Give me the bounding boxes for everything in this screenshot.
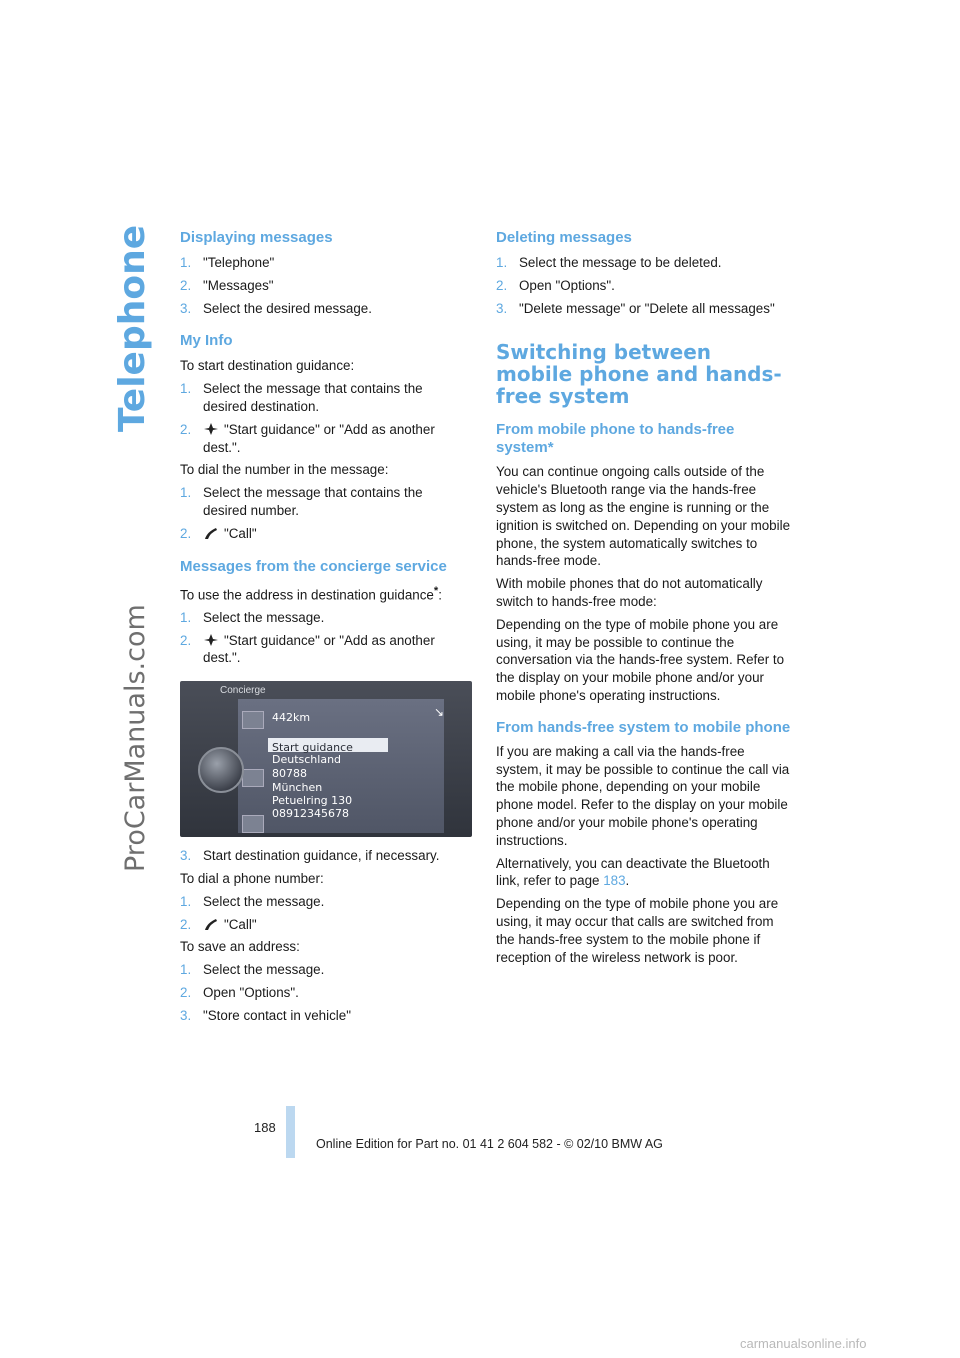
footer-bar xyxy=(286,1106,295,1158)
list-item: 2. "Call" xyxy=(180,916,257,932)
subheading-to-handsfree: From mobile phone to hands-free system* xyxy=(496,421,735,457)
main-heading-switching: Switching between mobile phone and hands-free system xyxy=(496,340,782,409)
myinfo-intro: To start destination guidance: xyxy=(180,358,355,374)
list-item: 3. Start destination guidance, if necessary. xyxy=(180,848,440,864)
dial-intro: To dial a phone number: xyxy=(180,871,324,887)
save-steps xyxy=(180,961,470,1024)
list-item: 1. Select the message. xyxy=(180,893,325,909)
edition-text: Online Edition for Part no. 01 41 2 604 582 - © 02/10 BMW AG xyxy=(316,1137,663,1151)
save-intro: To save an address: xyxy=(180,939,300,955)
paragraph-page-ref: Alternatively, you can deactivate the Bluetooth link, refer to page 183. xyxy=(496,855,770,889)
screen-header: Concierge xyxy=(220,685,266,697)
paragraph: If you are making a call via the hands-free system, it may be possible to continue the call via the mobile phone, depending on your mobile phone model. Refer to the display on your mobile phone and/or your mobile phone's operating instructions. xyxy=(496,743,790,848)
list-item: 1. Select the message that contains the desired destination. xyxy=(180,381,423,414)
section-heading-concierge: Messages from the concierge service xyxy=(180,557,447,575)
myinfo-dial-intro: To dial the number in the message: xyxy=(180,462,389,478)
deleting-steps xyxy=(496,254,792,317)
screen-row: Deutschland xyxy=(272,753,342,767)
list-item: 1. "Telephone" xyxy=(180,255,275,270)
list-item: 3. "Store contact in vehicle" xyxy=(180,1007,351,1023)
site-watermark: carmanualsonline.info xyxy=(740,1336,867,1351)
screen-row: München xyxy=(272,781,323,795)
navigation-icon xyxy=(203,633,219,647)
screen-tab xyxy=(242,769,264,787)
section-heading-myinfo: My Info xyxy=(180,332,233,350)
myinfo-steps xyxy=(180,380,470,456)
myinfo-dial-steps xyxy=(180,484,470,542)
screen-row: 08912345678 xyxy=(272,807,349,821)
concierge-steps xyxy=(180,609,470,667)
list-item: 1. Select the message. xyxy=(180,962,325,978)
list-item: 2. Open "Options". xyxy=(496,277,615,293)
screen-distance: 442km xyxy=(272,711,311,725)
concierge-step3 xyxy=(180,847,470,865)
list-item: 1. Select the message that contains the desired number. xyxy=(180,485,423,518)
dial-steps xyxy=(180,893,470,934)
list-item: 1. Select the message to be deleted. xyxy=(496,255,722,270)
list-item: 2. "Call" xyxy=(180,525,257,541)
paragraph: You can continue ongoing calls outside of the vehicle's Bluetooth range via the hands-free system as long as the engine is running or the ignition is switched on. Depending on your mobile phone, the system automatically switches to hands-free mode. xyxy=(496,464,791,569)
page-number: 188 xyxy=(254,1120,276,1135)
displaying-steps xyxy=(180,254,470,317)
paragraph: Depending on the type of mobile phone you are using, it may be possible to continue the conversation via the hands-free system. Refer to the display on your mobile phone and/or your mobile phone's operating instructions. xyxy=(496,616,785,703)
list-item: 2. "Messages" xyxy=(180,277,274,293)
list-item: 3. "Delete message" or "Delete all messages" xyxy=(496,300,775,316)
concierge-intro: To use the address in destination guidance*: xyxy=(180,584,442,603)
screen-selected-row: Start guidance xyxy=(268,738,388,752)
watermark-text: ProCarManuals.com xyxy=(120,604,151,872)
idrive-screenshot xyxy=(180,681,472,837)
navigation-icon xyxy=(203,422,219,436)
chapter-title-text: Telephone xyxy=(112,224,153,432)
phone-handset-icon xyxy=(203,917,219,931)
screen-tab xyxy=(242,815,264,833)
list-item: 3. Select the desired message. xyxy=(180,300,372,316)
arrow-icon: ↘ xyxy=(434,705,445,720)
paragraph: With mobile phones that do not automatically switch to hands-free mode: xyxy=(496,576,763,609)
list-item: 2. "Start guidance" or "Add as another dest.". xyxy=(180,632,435,666)
list-item: 2. "Start guidance" or "Add as another dest.". xyxy=(180,421,435,455)
right-column xyxy=(496,228,792,971)
screen-row: 80788 xyxy=(272,767,307,781)
screen-row: Petuelring 130 xyxy=(272,794,353,808)
phone-handset-icon xyxy=(203,526,219,540)
list-item: 1. Select the message. xyxy=(180,609,325,625)
subheading-to-mobile: From hands-free system to mobile phone xyxy=(496,718,791,736)
section-heading-displaying: Displaying messages xyxy=(180,229,333,246)
list-item: 2. Open "Options". xyxy=(180,985,299,1000)
page-link[interactable]: 183 xyxy=(603,873,626,889)
watermark xyxy=(120,0,160,1358)
screen-tab xyxy=(242,711,264,729)
controller-knob xyxy=(198,747,244,793)
section-heading-deleting: Deleting messages xyxy=(496,229,632,246)
left-column xyxy=(180,228,470,1030)
paragraph: Depending on the type of mobile phone you are using, it may occur that calls are switched from the hands-free system to the mobile phone if reception of the wireless network is poor. xyxy=(496,896,779,965)
